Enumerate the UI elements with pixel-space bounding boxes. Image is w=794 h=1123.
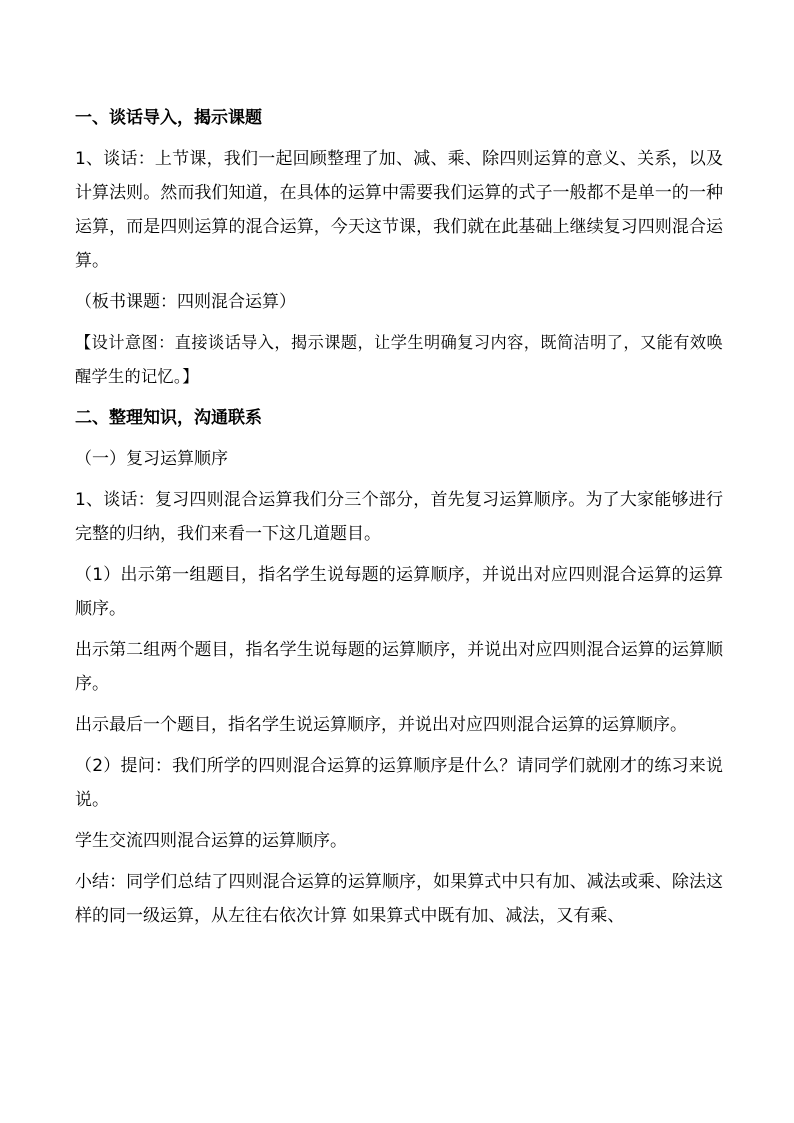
paragraph-student-exchange: 学生交流四则混合运算的运算顺序。 [75, 831, 347, 851]
paragraph-last-question: 出示最后一个题目，指名学生说运算顺序，并说出对应四则混合运算的运算顺序。 [75, 715, 687, 735]
section-heading-intro: 一、谈话导入，揭示课题 [75, 108, 262, 128]
paragraph-question: （2）提问：我们所学的四则混合运算的运算顺序是什么？请同学们就刚才的练习来说说。 [75, 756, 723, 810]
paragraph-board-title: （板书课题：四则混合运算） [75, 292, 296, 312]
section-heading-organize: 二、整理知识，沟通联系 [75, 408, 262, 428]
document-body [75, 101, 723, 940]
paragraph-group-one: （1）出示第一组题目，指名学生说每题的运算顺序，并说出对应四则混合运算的运算顺序。 [75, 565, 723, 619]
paragraph-group-two: 出示第二组两个题目，指名学生说每题的运算顺序，并说出对应四则混合运算的运算顺序。 [75, 640, 723, 694]
paragraph-talk-intro: 1、谈话：上节课，我们一起回顾整理了加、减、乘、除四则运算的意义、关系，以及计算法则。然而我们知道，在具体的运算中需要我们运算的式子一般都不是单一的一种运算，而是四则运算的混合运算，今天这节课，我们就在此基础上继续复习四则混合运算。 [75, 149, 723, 271]
subsection-heading-order: （一）复习运算顺序 [75, 449, 228, 469]
paragraph-talk-review: 1、谈话：复习四则混合运算我们分三个部分，首先复习运算顺序。为了大家能够进行完整的归纳，我们来看一下这几道题目。 [75, 490, 723, 544]
paragraph-summary: 小结：同学们总结了四则混合运算的运算顺序，如果算式中只有加、减法或乘、除法这样的同一级运算，从左往右依次计算 如果算式中既有加、减法，又有乘、 [75, 872, 723, 926]
paragraph-design-intent: 【设计意图：直接谈话导入，揭示课题，让学生明确复习内容，既简洁明了，又能有效唤醒学生的记忆。】 [75, 333, 723, 386]
